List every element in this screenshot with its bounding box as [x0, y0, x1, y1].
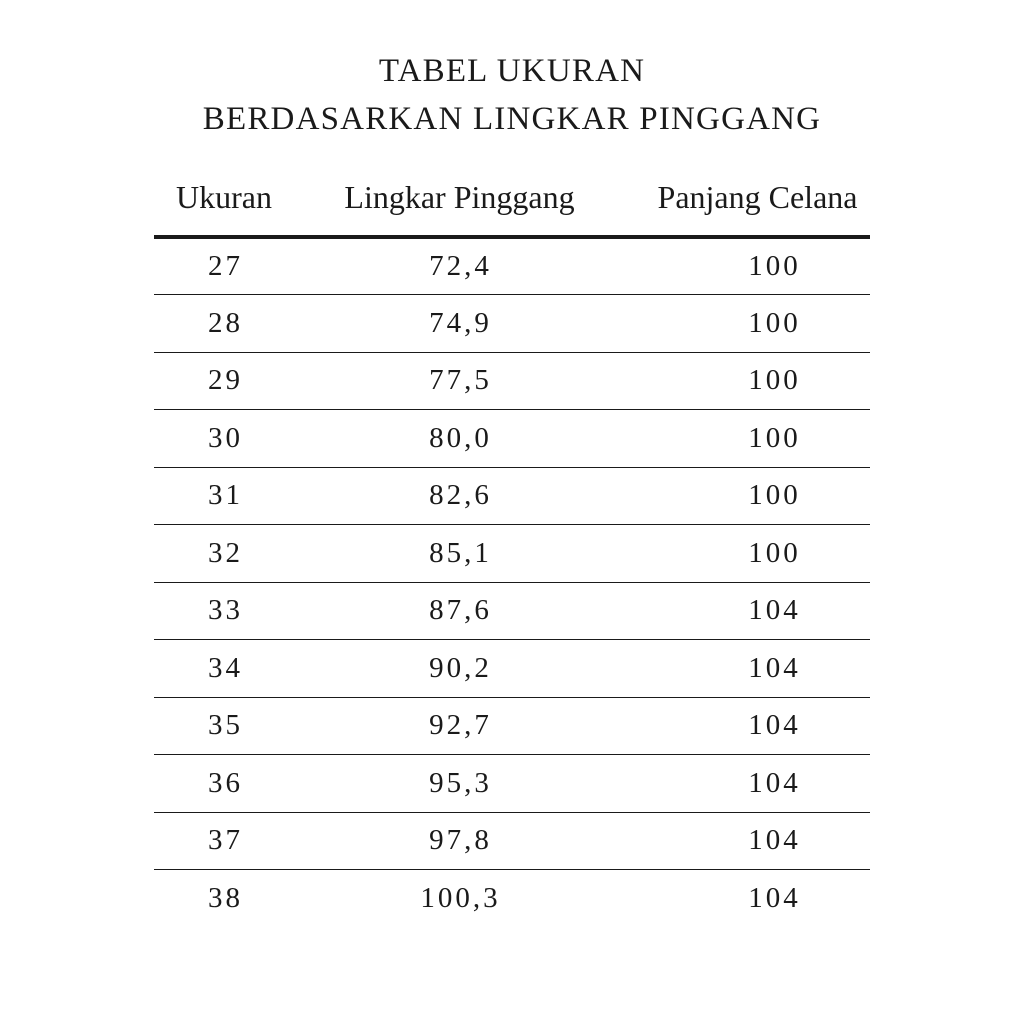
table-row	[154, 467, 870, 525]
cell-panjang-celana: 104	[627, 582, 870, 640]
cell-ukuran: 32	[154, 525, 300, 583]
cell-ukuran: 28	[154, 295, 300, 353]
cell-lingkar-pinggang: 80,0	[300, 410, 627, 468]
cell-lingkar-pinggang: 85,1	[300, 525, 627, 583]
cell-ukuran: 36	[154, 755, 300, 813]
cell-lingkar-pinggang: 100,3	[420, 882, 501, 914]
cell-panjang-celana: 100	[627, 525, 870, 583]
cell-panjang-celana: 100	[627, 237, 870, 295]
cell-lingkar-pinggang: 97,8	[300, 812, 627, 870]
cell-lingkar-pinggang: 87,6	[300, 582, 627, 640]
cell-ukuran: 34	[154, 640, 300, 698]
table-row	[154, 410, 870, 468]
cell-panjang-celana: 104	[627, 640, 870, 698]
table-row	[154, 582, 870, 640]
table-row	[154, 525, 870, 583]
page-title: TABEL UKURAN	[378, 53, 646, 89]
cell-lingkar-pinggang: 82,6	[300, 467, 627, 525]
table-row	[154, 697, 870, 755]
table-row	[154, 640, 870, 698]
header-ukuran: Ukuran	[154, 163, 300, 237]
cell-panjang-celana: 104	[627, 755, 870, 813]
header-panjang-celana: Panjang Celana	[627, 163, 870, 237]
cell-lingkar-pinggang: 77,5	[300, 352, 627, 410]
cell-lingkar-pinggang: 72,4	[300, 237, 627, 295]
size-table	[154, 163, 870, 927]
cell-panjang-celana: 100	[627, 352, 870, 410]
cell-lingkar-pinggang: 95,3	[300, 755, 627, 813]
table-row	[154, 812, 870, 870]
header-lingkar-pinggang: Lingkar Pinggang	[300, 163, 627, 237]
table-row	[154, 295, 870, 353]
cell-ukuran: 27	[154, 237, 300, 295]
page-subtitle: BERDASARKAN LINGKAR PINGGANG	[202, 101, 822, 137]
cell-ukuran: 35	[154, 697, 300, 755]
table-row	[154, 352, 870, 410]
cell-panjang-celana: 104	[627, 812, 870, 870]
cell-lingkar-pinggang: 92,7	[300, 697, 627, 755]
cell-ukuran: 31	[154, 467, 300, 525]
cell-ukuran: 30	[154, 410, 300, 468]
table-header-row	[154, 163, 870, 237]
cell-panjang-celana: 100	[627, 410, 870, 468]
cell-ukuran: 37	[154, 812, 300, 870]
table-row	[154, 755, 870, 813]
cell-panjang-celana: 100	[627, 467, 870, 525]
cell-ukuran: 38	[208, 882, 243, 914]
cell-panjang-celana: 104	[627, 697, 870, 755]
cell-ukuran: 29	[154, 352, 300, 410]
cell-panjang-celana: 104	[748, 882, 801, 914]
cell-lingkar-pinggang: 74,9	[300, 295, 627, 353]
cell-ukuran: 33	[154, 582, 300, 640]
table-row	[154, 237, 870, 295]
cell-lingkar-pinggang: 90,2	[300, 640, 627, 698]
cell-panjang-celana: 100	[627, 295, 870, 353]
table-row	[154, 870, 870, 928]
